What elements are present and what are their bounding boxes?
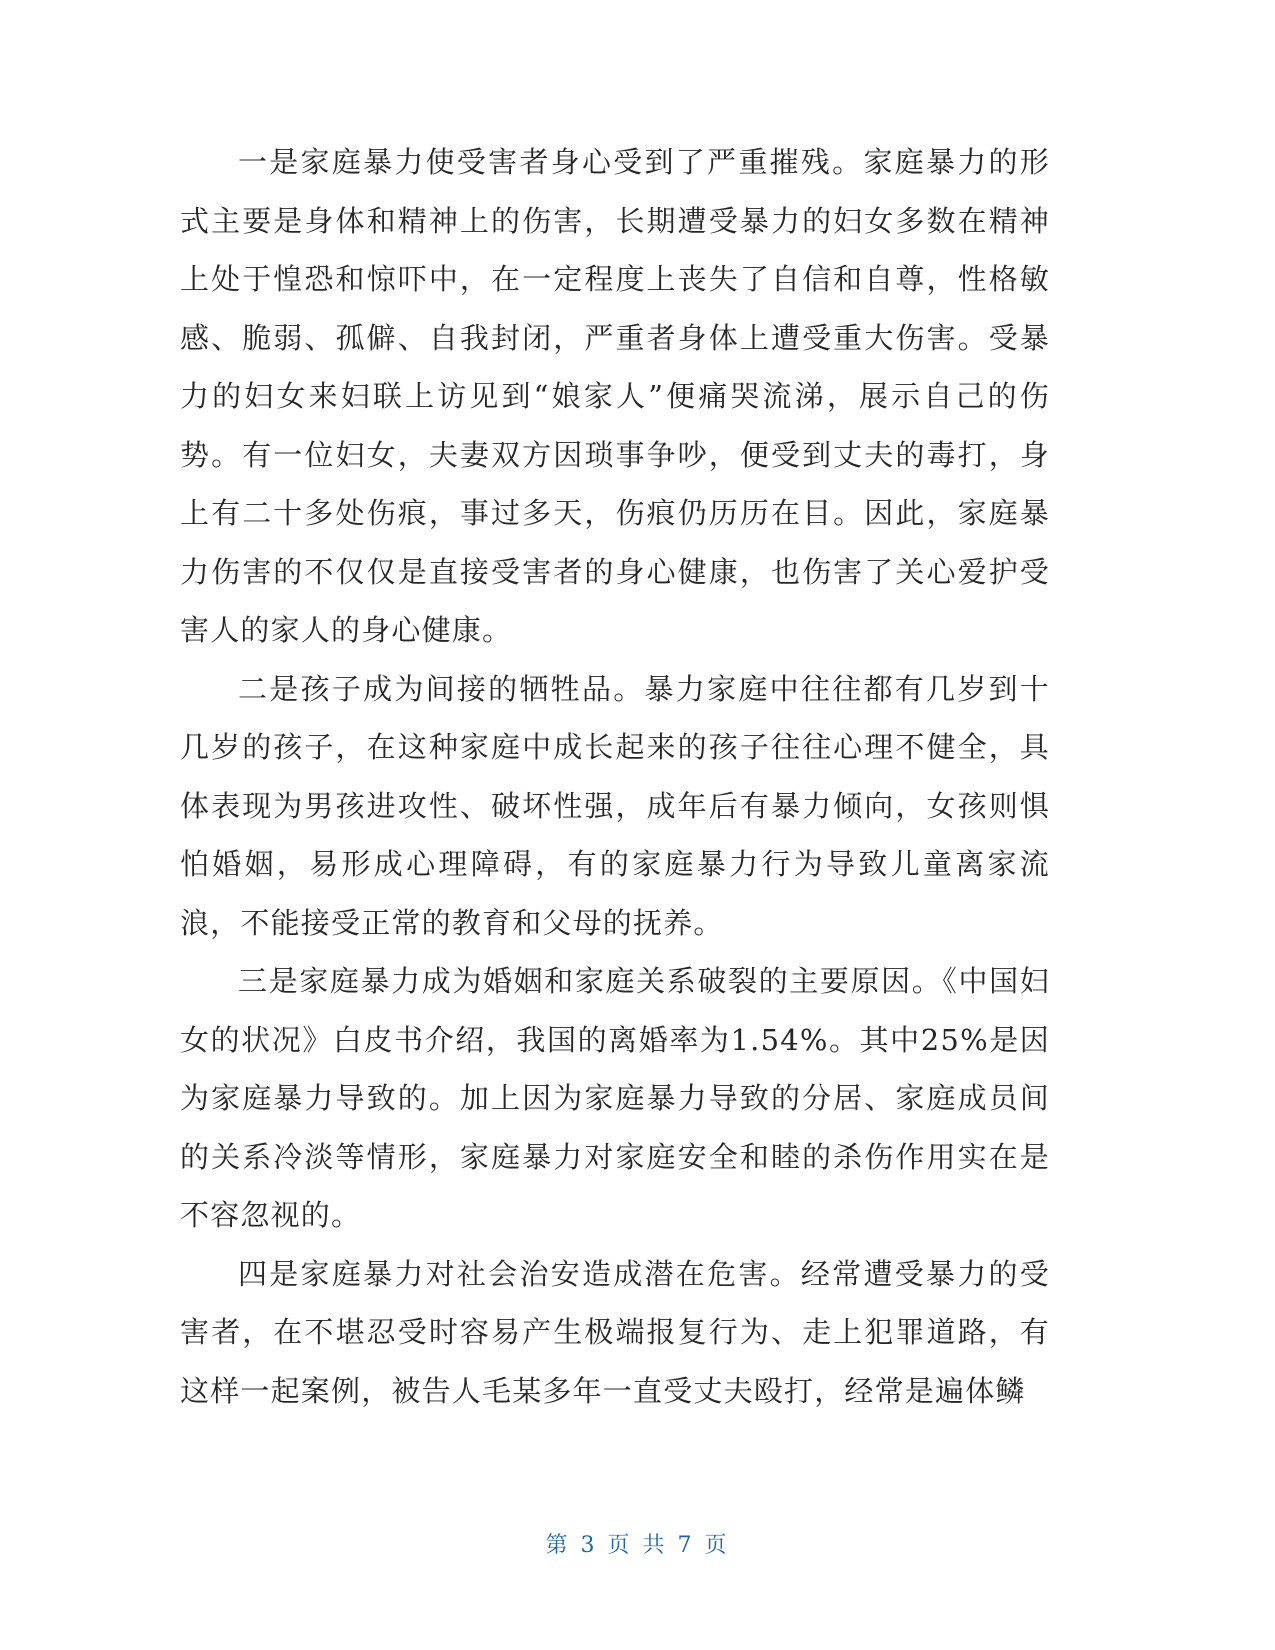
- document-body: [180, 133, 1050, 1420]
- paragraph-2: 二是孩子成为间接的牺牲品。暴力家庭中往往都有几岁到十几岁的孩子，在这种家庭中成长起来的孩子往往心理不健全，具体表现为男孩进攻性、破坏性强，成年后有暴力倾向，女孩则惧怕婚姻，易形成心理障碍，有的家庭暴力行为导致儿童离家流浪，不能接受正常的教育和父母的抚养。: [180, 671, 1050, 940]
- paragraph-3: 三是家庭暴力成为婚姻和家庭关系破裂的主要原因。《中国妇女的状况》白皮书介绍，我国的离婚率为1.54%。其中25%是因为家庭暴力导致的。加上因为家庭暴力导致的分居、家庭成员间的关系冷淡等情形，家庭暴力对家庭安全和睦的杀伤作用实在是不容忽视的。: [180, 964, 1050, 1232]
- paragraph-1: 一是家庭暴力使受害者身心受到了严重摧残。家庭暴力的形式主要是身体和精神上的伤害，长期遭受暴力的妇女多数在精神上处于惶恐和惊吓中，在一定程度上丧失了自信和自尊，性格敏感、脆弱、孤僻、自我封闭，严重者身体上遭受重大伤害。受暴力的妇女来妇联上访见到“娘家人”便痛哭流涕，展示自己的伤势。有一位妇女，夫妻双方因琐事争吵，便受到丈夫的毒打，身上有二十多处伤痕，事过多天，伤痕仍历历在目。因此，家庭暴力伤害的不仅仅是直接受害者的身心健康，也伤害了关心爱护受害人的家人的身心健康。: [180, 145, 1050, 647]
- paragraph-4: 四是家庭暴力对社会治安造成潜在危害。经常遭受暴力的受害者，在不堪忍受时容易产生极端报复行为、走上犯罪道路，有这样一起案例，被告人毛某多年一直受丈夫殴打，经常是遍体鳞: [180, 1256, 1050, 1408]
- page-number-footer: 第 3 页 共 7 页: [545, 1533, 730, 1558]
